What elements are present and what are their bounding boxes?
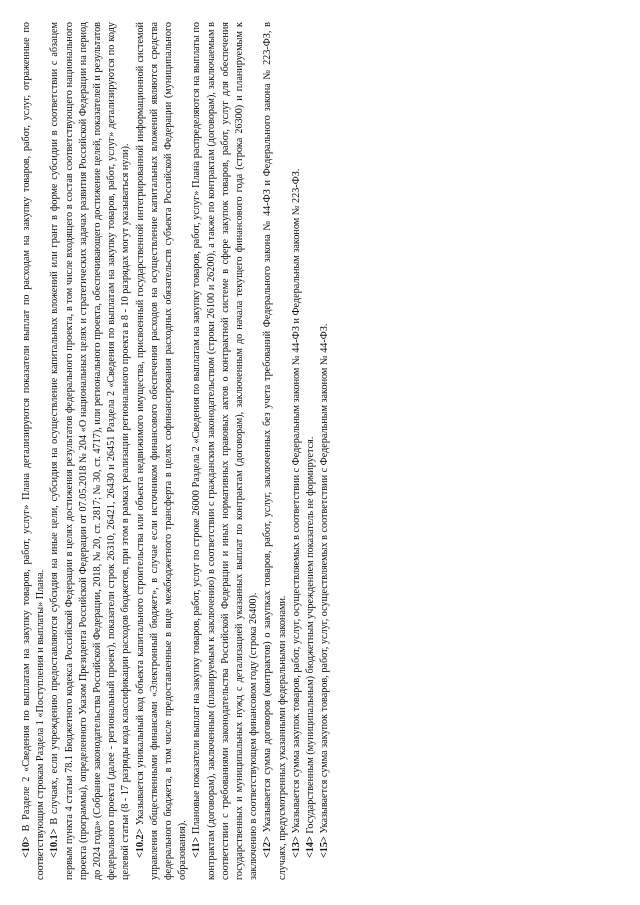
footnote-mark: <13> — [290, 836, 302, 858]
footnote-text: В случаях, если учреждению предоставляются субсидия на иные цели, субсидия на осуществление капитальных вложений или грант в форме субсидии в соответствии с абзацем первым пункта 4 статьи 78.1 Бюджетного кодекса Российской Федерации в целях достижения результатов федерального проекта, в том числе входящего в состав соответствующего национального проекта (программы), определенного Указом Президента Российской Федерации от 07.05.2018 № 204 «О национальных целях и стратегических задачах развития Российской Федерации на период до 2024 года» (Собрание законодательства Российской Федерации, 2018, № 20, ст. 2817; № 30, ст. 4717), или регионального проекта, обеспечивающего достижение целей, показателей и результатов федерального проекта (далее - региональный проект), показатели строк 26310, 26421, 26430 и 26451 Раздела 2 «Сведения по выплатам на закупку товаров, работ, услуг» детализируются по коду целевой статьи (8 - 17 разряды кода классификации расходов бюджетов, при этом в рамках реализации регионального проекта в 8 - 10 разрядах могут указываться нули). — [49, 22, 132, 880]
footnote-text: Указывается сумма закупок товаров, работ, услуг, осуществляемых в соответствии с Федеральным законом № 44-ФЗ. — [319, 323, 331, 837]
footnote-text: В Разделе 2 «Сведения по выплатам на закупку товаров, работ, услуг» Плана детализируются показатели выплат по расходам на закупку товаров, работ, услуг, отраженные по соответствующим строкам Раздела 1 «Поступления и выплаты» Плана. — [21, 22, 47, 880]
footnote-mark: <14> — [305, 836, 317, 858]
footnote-text: Указывается сумма закупок товаров, работ, услуг, осуществляемых в соответствии с Федеральным законом № 44-ФЗ и Федеральным законом № 223-ФЗ. — [290, 168, 302, 837]
footnote-15 — [318, 22, 332, 880]
footnote-text: Указывается уникальный код объекта капитального строительства или объекта недвижимого имущества, присвоенный государственной интегрированной информационной системой управления общественными финансами «Электронный бюджет», в случае если источником финансового обеспечения расходов на осуществление капитальных вложений являются средства федерального бюджета, в том числе предоставленные в виде межбюджетного трансферта в целях софинансирования расходных обязательств субъекта Российской Федерации (муниципального образования). — [134, 22, 189, 880]
footnote-mark: <10.1> — [49, 828, 61, 858]
footnote-11 — [190, 22, 261, 880]
footnote-mark: <10> — [21, 836, 32, 858]
footnote-14 — [304, 22, 318, 880]
footnote-text: Плановые показатели выплат на закупку товаров, работ, услуг по строке 26000 Раздела 2 «Сведения по выплатам на закупку товаров, работ, услуг» Плана распределяются на выплаты по контрактам (договорам), заключенным (планируемым к заключению) в соответствии с гражданским законодательством (строки 26100 и 26200), а также по контрактам (договорам), заключаемым в соответствии с требованиями законодательства Российской Федерации и иных нормативных правовых актов о контрактной системе в сфере закупок товаров, работ, услуг для обеспечения государственных и муниципальных нужд с детализацией указанных выплат по контрактам (договорам), заключенным до начала текущего финансового года (строка 26300) и планируемым к заключению в соответствующем финансовом году (строка 26400). — [191, 22, 260, 880]
footnote-10-2 — [134, 22, 191, 880]
footnote-13 — [290, 22, 304, 880]
footnote-text: Государственным (муниципальным) бюджетным учреждением показатель не формируется. — [305, 436, 317, 837]
footnote-12 — [261, 22, 289, 880]
footnote-10 — [20, 22, 48, 880]
footnote-text: Указывается сумма договоров (контрактов) о закупках товаров, работ, услуг, заключенных без учета требований Федерального закона № 44-ФЗ и Федерального закона № 223-ФЗ, в случаях, предусмотренных указанными федеральными законами. — [262, 22, 288, 880]
footnote-10-1 — [48, 22, 133, 880]
rotated-document-page — [20, 20, 620, 882]
footnote-mark: <12> — [262, 836, 274, 858]
footnote-mark: <10.2> — [134, 828, 146, 858]
footnote-mark: <11> — [191, 836, 203, 858]
footnote-mark: <15> — [319, 836, 331, 858]
